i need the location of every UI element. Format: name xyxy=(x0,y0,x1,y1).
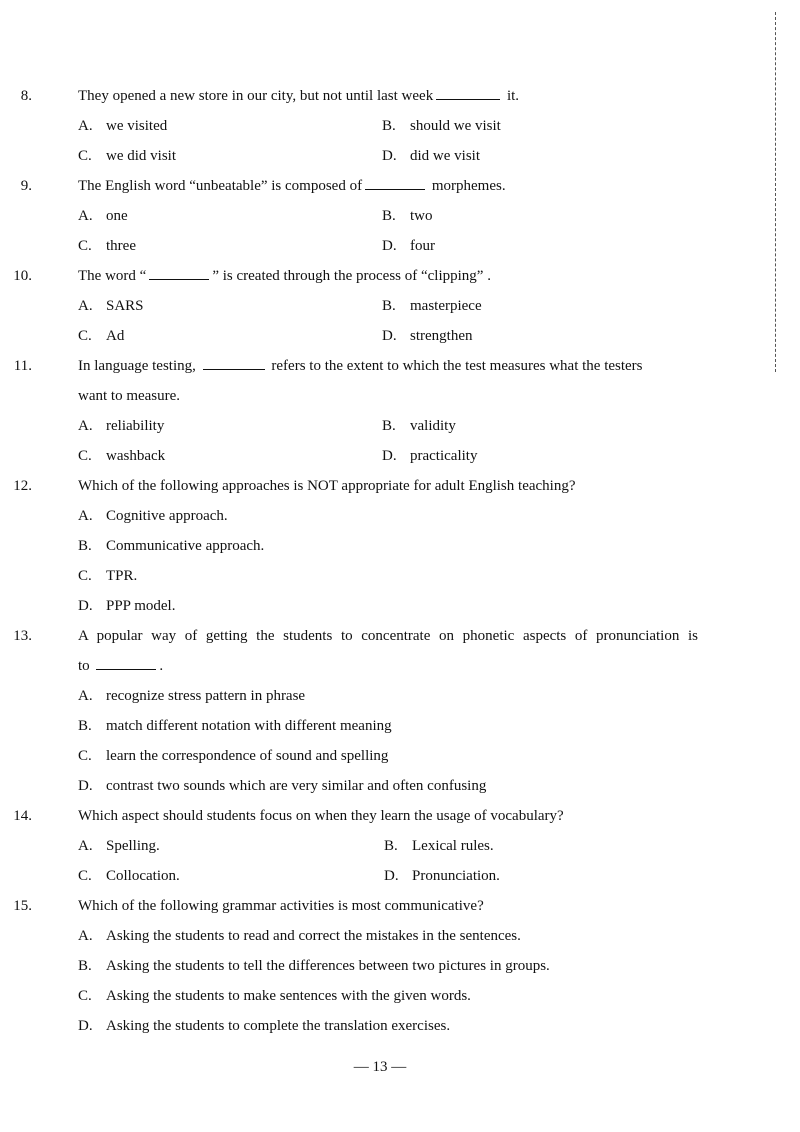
option-a: A. Cognitive approach. xyxy=(78,508,228,524)
question-number: 13. xyxy=(13,628,32,644)
answer-blank xyxy=(203,352,265,370)
option-d: D. contrast two sounds which are very similar and often confusing xyxy=(78,778,487,794)
question-stem: A popular way of getting the students to concentrate on phonetic aspects of pronunciation is xyxy=(78,628,698,644)
question-number: 8. xyxy=(20,88,32,104)
option-d: D. strengthen xyxy=(382,328,473,344)
option-d: D. practicality xyxy=(382,448,478,464)
question-number: 12. xyxy=(13,478,32,494)
option-a: A. Spelling. xyxy=(78,838,160,854)
question-stem: Which aspect should students focus on when they learn the usage of vocabulary? xyxy=(78,808,564,824)
option-a: A. one xyxy=(78,208,128,224)
question-8 xyxy=(0,81,760,111)
option-a: A. recognize stress pattern in phrase xyxy=(78,688,306,704)
question-12 xyxy=(0,471,760,501)
option-b: B. Communicative approach. xyxy=(78,538,265,554)
answer-blank xyxy=(365,172,425,190)
option-c: C. Asking the students to make sentences with the given words. xyxy=(78,988,471,1004)
option-b: B. masterpiece xyxy=(382,298,482,314)
question-11 xyxy=(0,351,760,381)
question-10 xyxy=(0,261,760,291)
option-c: C. TPR. xyxy=(78,568,138,584)
option-d: D. PPP model. xyxy=(78,598,176,614)
question-number: 9. xyxy=(20,178,32,194)
question-stem: In language testing, refers to the extent to which the test measures what the testers xyxy=(78,351,643,381)
option-b: B. two xyxy=(382,208,433,224)
option-c: C. washback xyxy=(78,448,166,464)
option-d: D. Pronunciation. xyxy=(384,868,500,884)
question-13-continuation: to . xyxy=(0,651,760,681)
question-number: 11. xyxy=(13,358,32,374)
question-9 xyxy=(0,171,760,201)
option-c: C. learn the correspondence of sound and spelling xyxy=(78,748,389,764)
question-stem: Which of the following approaches is NOT appropriate for adult English teaching? xyxy=(78,478,576,494)
answer-blank xyxy=(436,82,500,100)
option-a: A. reliability xyxy=(78,418,165,434)
question-number: 10. xyxy=(13,268,32,284)
question-stem: They opened a new store in our city, but not until last week it. xyxy=(78,81,519,111)
option-b: B. validity xyxy=(382,418,456,434)
option-a: A. SARS xyxy=(78,298,144,314)
option-c: C. Ad xyxy=(78,328,125,344)
option-a: A. Asking the students to read and correct the mistakes in the sentences. xyxy=(78,928,521,944)
question-15 xyxy=(0,891,760,921)
question-stem: The English word “unbeatable” is composed of morphemes. xyxy=(78,171,506,201)
question-number: 14. xyxy=(13,808,32,824)
option-b: B. should we visit xyxy=(382,118,501,134)
option-b: B. Lexical rules. xyxy=(384,838,494,854)
option-c: C. Collocation. xyxy=(78,868,180,884)
question-number: 15. xyxy=(13,898,32,914)
option-d: D. Asking the students to complete the translation exercises. xyxy=(78,1018,451,1034)
option-b: B. Asking the students to tell the differences between two pictures in groups. xyxy=(78,958,550,974)
question-stem: The word “ ” is created through the process of “clipping” . xyxy=(78,261,491,291)
option-c: C. we did visit xyxy=(78,148,176,164)
question-13 xyxy=(0,621,760,651)
answer-blank xyxy=(149,262,209,280)
binding-margin-rule xyxy=(775,12,776,372)
option-c: C. three xyxy=(78,238,136,254)
option-b: B. match different notation with different meaning xyxy=(78,718,392,734)
option-a: A. we visited xyxy=(78,118,168,134)
option-d: D. four xyxy=(382,238,435,254)
page-number: — 13 — xyxy=(353,1059,407,1075)
question-stem: Which of the following grammar activities is most communicative? xyxy=(78,898,484,914)
answer-blank xyxy=(96,652,156,670)
question-11-continuation: want to measure. xyxy=(78,388,181,404)
option-d: D. did we visit xyxy=(382,148,480,164)
question-14 xyxy=(0,801,760,831)
